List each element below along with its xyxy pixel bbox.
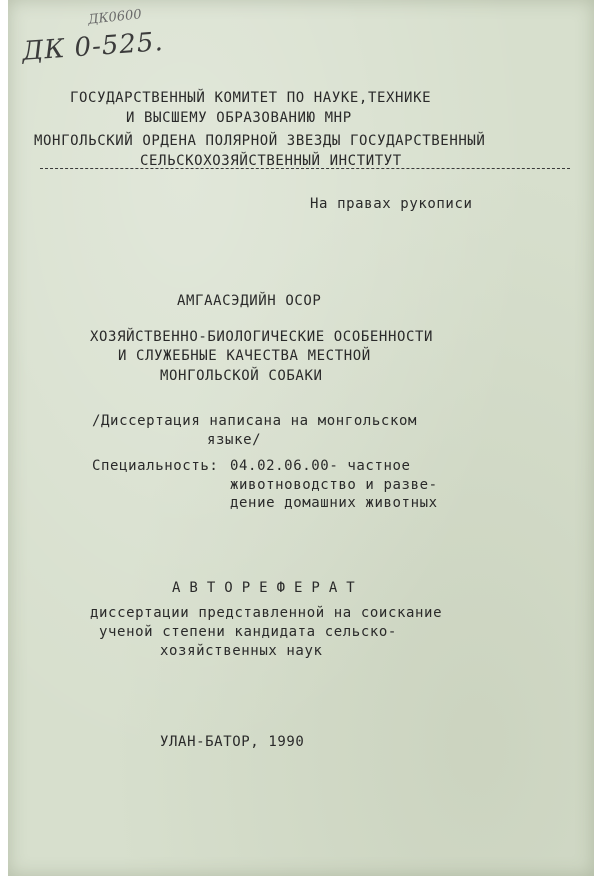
specialty-line-2: животноводство и разве- xyxy=(230,477,438,493)
specialty-label: Специальность: xyxy=(92,458,219,474)
committee-line-1: ГОСУДАРСТВЕННЫЙ КОМИТЕТ ПО НАУКЕ,ТЕХНИКЕ xyxy=(70,90,432,106)
abstract-line-3: хозяйственных наук xyxy=(160,643,323,659)
faint-handwritten-note: ДК0600 xyxy=(87,7,143,28)
committee-line-2: И ВЫСШЕМУ ОБРАЗОВАНИЮ МНР xyxy=(126,110,352,126)
specialty-line-3: дение домашних животных xyxy=(230,495,438,511)
title-line-1: ХОЗЯЙСТВЕННО-БИОЛОГИЧЕСКИЕ ОСОБЕННОСТИ xyxy=(90,329,434,345)
institute-line-1: МОНГОЛЬСКИЙ ОРДЕНА ПОЛЯРНОЙ ЗВЕЗДЫ ГОСУДАРСТВЕННЫЙ xyxy=(34,133,486,149)
language-note-line-1: /Диссертация написана на монгольском xyxy=(92,413,418,429)
header-dashed-rule xyxy=(40,168,570,169)
institute-line-2: СЕЛЬСКОХОЗЯЙСТВЕННЫЙ ИНСТИТУТ xyxy=(140,153,402,169)
manuscript-note: На правах рукописи xyxy=(310,196,473,212)
handwritten-catalog-code: ДК 0-525. xyxy=(21,27,165,67)
place-and-year: УЛАН-БАТОР, 1990 xyxy=(160,734,305,750)
title-line-3: МОНГОЛЬСКОЙ СОБАКИ xyxy=(160,368,323,384)
title-line-2: И СЛУЖЕБНЫЕ КАЧЕСТВА МЕСТНОЙ xyxy=(118,348,371,364)
specialty-line-1: 04.02.06.00- частное xyxy=(230,458,411,474)
author-name: АМГААСЭДИЙН ОСОР xyxy=(177,293,322,309)
language-note-line-2: языке/ xyxy=(207,432,262,448)
abstract-line-1: диссертации представленной на соискание xyxy=(90,605,443,621)
abstract-heading: АВТОРЕФЕРАТ xyxy=(172,580,364,596)
abstract-line-2: ученой степени кандидата сельско- xyxy=(99,624,397,640)
